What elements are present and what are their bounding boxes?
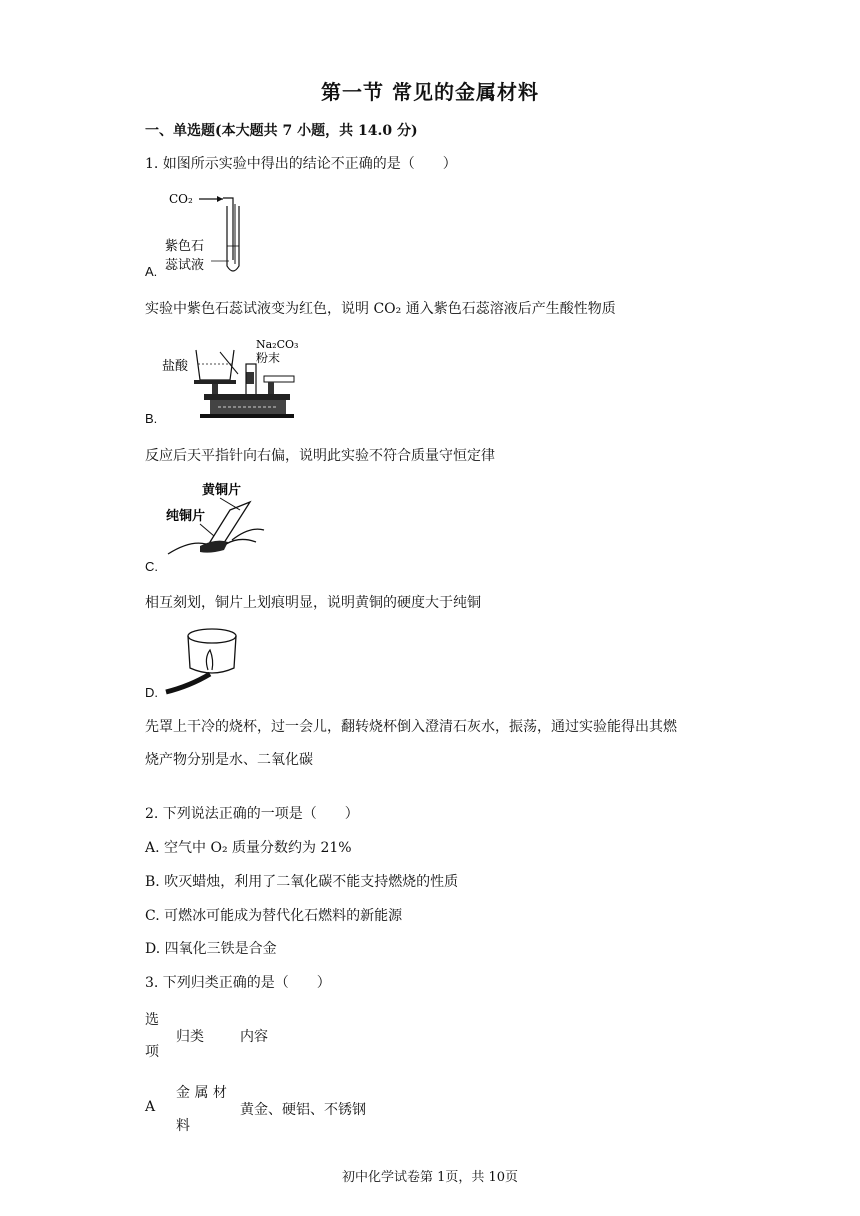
page-footer: 初中化学试卷第 1页，共 10页	[341, 1170, 519, 1185]
option-d-label: D.	[145, 685, 158, 700]
table-header-category: 归类	[176, 1029, 204, 1045]
figure-b-label-powder: 粉末	[256, 351, 281, 365]
option-c-text: 相互刻划，铜片上划痕明显，说明黄铜的硬度大于纯铜	[145, 595, 481, 611]
figure-b-label-acid: 盐酸	[162, 359, 189, 374]
table-row-a-content: 黄金、硬铝、不锈钢	[240, 1102, 366, 1118]
table-header-content: 内容	[240, 1029, 268, 1045]
table-header-option-2: 项	[145, 1044, 159, 1060]
figure-c-label-brass: 黄铜片	[202, 483, 242, 498]
table-row-a-option: A	[145, 1099, 156, 1115]
option-d-text-line1: 先罩上干冷的烧杯，过一会儿，翻转烧杯倒入澄清石灰水，振荡，通过实验能得出其燃	[145, 719, 677, 735]
q2-option-b: B. 吹灭蜡烛，利用了二氧化碳不能支持燃烧的性质	[145, 874, 459, 890]
figure-c-copper-plates	[160, 480, 270, 562]
question-1-stem: 1. 如图所示实验中得出的结论不正确的是（ ）	[145, 156, 457, 172]
option-d-text-line2: 烧产物分别是水、二氧化碳	[145, 752, 313, 768]
figure-b-label-na2co3: Na₂CO₃	[256, 338, 299, 351]
option-b-label: B.	[145, 411, 158, 426]
option-c-label: C.	[145, 559, 158, 574]
figure-a-label-litmus-2: 蕊试液	[165, 258, 205, 273]
figure-c-label-pure-copper: 纯铜片	[166, 509, 206, 524]
figure-a-test-tube	[163, 186, 253, 278]
table-header-option-1: 选	[145, 1012, 159, 1028]
option-a-label: A.	[145, 264, 158, 279]
option-a-text: 实验中紫色石蕊试液变为红色，说明 CO₂ 通入紫色石蕊溶液后产生酸性物质	[145, 301, 616, 317]
option-b-text: 反应后天平指针向右偏，说明此实验不符合质量守恒定律	[145, 448, 495, 464]
figure-a-label-co2: CO₂	[169, 192, 193, 206]
section-heading: 一、单选题(本大题共 7 小题，共 14.0 分)	[145, 123, 418, 139]
figure-d-beaker-flame	[160, 624, 250, 696]
question-2-stem: 2. 下列说法正确的一项是（ ）	[145, 806, 359, 822]
page-title: 第一节 常见的金属材料	[321, 80, 539, 104]
figure-b-balance	[160, 334, 299, 424]
q2-option-a: A. 空气中 O₂ 质量分数约为 21%	[145, 840, 352, 856]
table-row-a-category-2: 料	[176, 1118, 190, 1134]
figure-a-label-litmus-1: 紫色石	[165, 239, 205, 254]
question-3-stem: 3. 下列归类正确的是（ ）	[145, 975, 331, 991]
q2-option-d: D. 四氧化三铁是合金	[145, 941, 277, 957]
table-row-a-category-1: 金 属 材	[176, 1085, 227, 1101]
q2-option-c: C. 可燃冰可能成为替代化石燃料的新能源	[145, 908, 403, 924]
